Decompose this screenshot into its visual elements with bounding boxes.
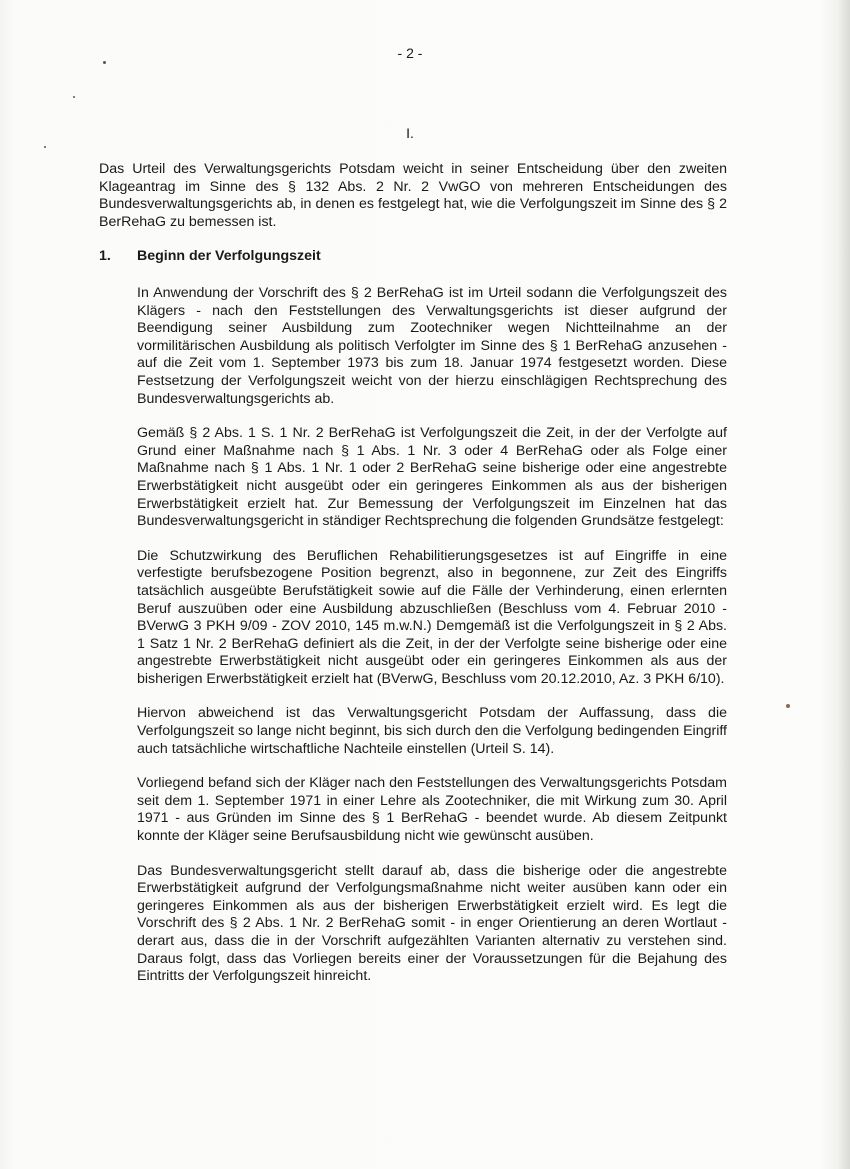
page-number: - 2 - bbox=[397, 45, 423, 61]
paragraph: Die Schutzwirkung des Beruflichen Rehabilitierungsgesetzes ist auf Eingriffe in eine verfestigte berufsbezogene Position begrenzt, also in begonnene, zur Zeit des Eingriffs tatsächlich ausgeübte Berufstätigkeit sowie auf die Fälle der Verhinderung, einen erlernten Beruf auszuüben oder eine Ausbildung abzuschließen (Beschluss vom 4. Februar 2010 - BVerwG 3 PKH 9/09 - ZOV 2010, 145 m.w.N.) Demgemäß ist die Verfolgungszeit in § 2 Abs. 1 Satz 1 Nr. 2 BerRehaG definiert als die Zeit, in der der Verfolgte seine bisherige oder eine angestrebte Erwerbstätigkeit nicht ausgeübt oder ein geringeres Einkommen als aus der bisherigen Erwerbstätigkeit erzielt hat (BVerwG, Beschluss vom 20.12.2010, Az. 3 PKH 6/10). bbox=[137, 547, 727, 687]
paragraph: Vorliegend befand sich der Kläger nach den Feststellungen des Verwaltungsgerichts Potsdam seit dem 1. September 1971 in einer Lehre als Zootechniker, die mit Wirkung zum 30. April 1971 - aus Gründen im Sinne des § 1 BerRehaG - beendet wurde. Ab diesem Zeitpunkt konnte der Kläger seine Berufsausbildung nicht wie gewünscht ausüben. bbox=[137, 775, 727, 845]
scan-speck bbox=[103, 61, 106, 64]
scan-speck bbox=[786, 704, 790, 708]
paragraph: Hiervon abweichend ist das Verwaltungsgericht Potsdam der Auffassung, dass die Verfolgungszeit so lange nicht beginnt, bis sich durch den die Verfolgung bedingenden Eingriff auch tatsächliche wirtschaftliche Nachteile einstellen (Urteil S. 14). bbox=[137, 705, 727, 757]
heading-title: Beginn der Verfolgungszeit bbox=[137, 248, 321, 264]
scan-speck bbox=[44, 146, 46, 148]
section-number: I. bbox=[406, 125, 414, 141]
scan-speck bbox=[73, 96, 75, 98]
intro-paragraph: Das Urteil des Verwaltungsgerichts Potsdam weicht in seiner Entscheidung über den zweiten Klageantrag im Sinne des § 132 Abs. 2 Nr. 2 VwGO von mehreren Entscheidungen des Bundesverwaltungsgerichts ab, in denen es festgelegt hat, wie die Verfolgungszeit im Sinne des § 2 BerRehaG zu bemessen ist. bbox=[99, 161, 727, 230]
paragraph: Gemäß § 2 Abs. 1 S. 1 Nr. 2 BerRehaG ist Verfolgungszeit die Zeit, in der der Verfolgte auf Grund einer Maßnahme nach § 1 Abs. 1 Nr. 3 oder 4 BerRehaG oder als Folge einer Maßnahme nach § 1 Abs. 1 Nr. 1 oder 2 BerRehaG seine bisherige oder eine angestrebte Erwerbstätigkeit nicht ausgeübt oder ein geringeres Einkommen als aus der bisherigen Erwerbstätigkeit erzielt hat. Zur Bemessung der Verfolgungszeit im Einzelnen hat das Bundesverwaltungsgericht in ständiger Rechtsprechung die folgenden Grundsätze festgelegt: bbox=[137, 425, 727, 530]
scan-edge-shadow bbox=[836, 0, 850, 1169]
heading-number: 1. bbox=[99, 248, 111, 264]
paragraph: In Anwendung der Vorschrift des § 2 BerRehaG ist im Urteil sodann die Verfolgungszeit des Klägers - nach den Feststellungen des Verwaltungsgerichts ist dieser aufgrund der Beendigung seiner Ausbildung zum Zootechniker wegen Nichtteilnahme an der vormilitärischen Ausbildung als politisch Verfolgter im Sinne des § 1 BerRehaG anzusehen - auf die Zeit vom 1. September 1973 bis zum 18. Januar 1974 festgesetzt worden. Diese Festsetzung der Verfolgungszeit weicht von der hierzu einschlägigen Rechtsprechung des Bundesverwaltungsgerichts ab. bbox=[137, 285, 727, 407]
paragraph: Das Bundesverwaltungsgericht stellt darauf ab, dass die bisherige oder die angestrebte Erwerbstätigkeit aufgrund der Verfolgungsmaßnahme nicht weiter ausüben kann oder ein geringeres Einkommen als aus der bisherigen Erwerbstätigkeit erzielt wird. Es legt die Vorschrift des § 2 Abs. 1 Nr. 2 BerRehaG somit - in enger Orientierung an deren Wortlaut - derart aus, dass die in der Vorschrift aufgezählten Varianten alternativ zu verstehen sind. Daraus folgt, dass das Vorliegen bereits einer der Voraussetzungen für die Bejahung des Eintritts der Verfolgungszeit hinreicht. bbox=[137, 862, 727, 985]
section-heading bbox=[99, 248, 321, 264]
body-text bbox=[137, 285, 727, 1003]
